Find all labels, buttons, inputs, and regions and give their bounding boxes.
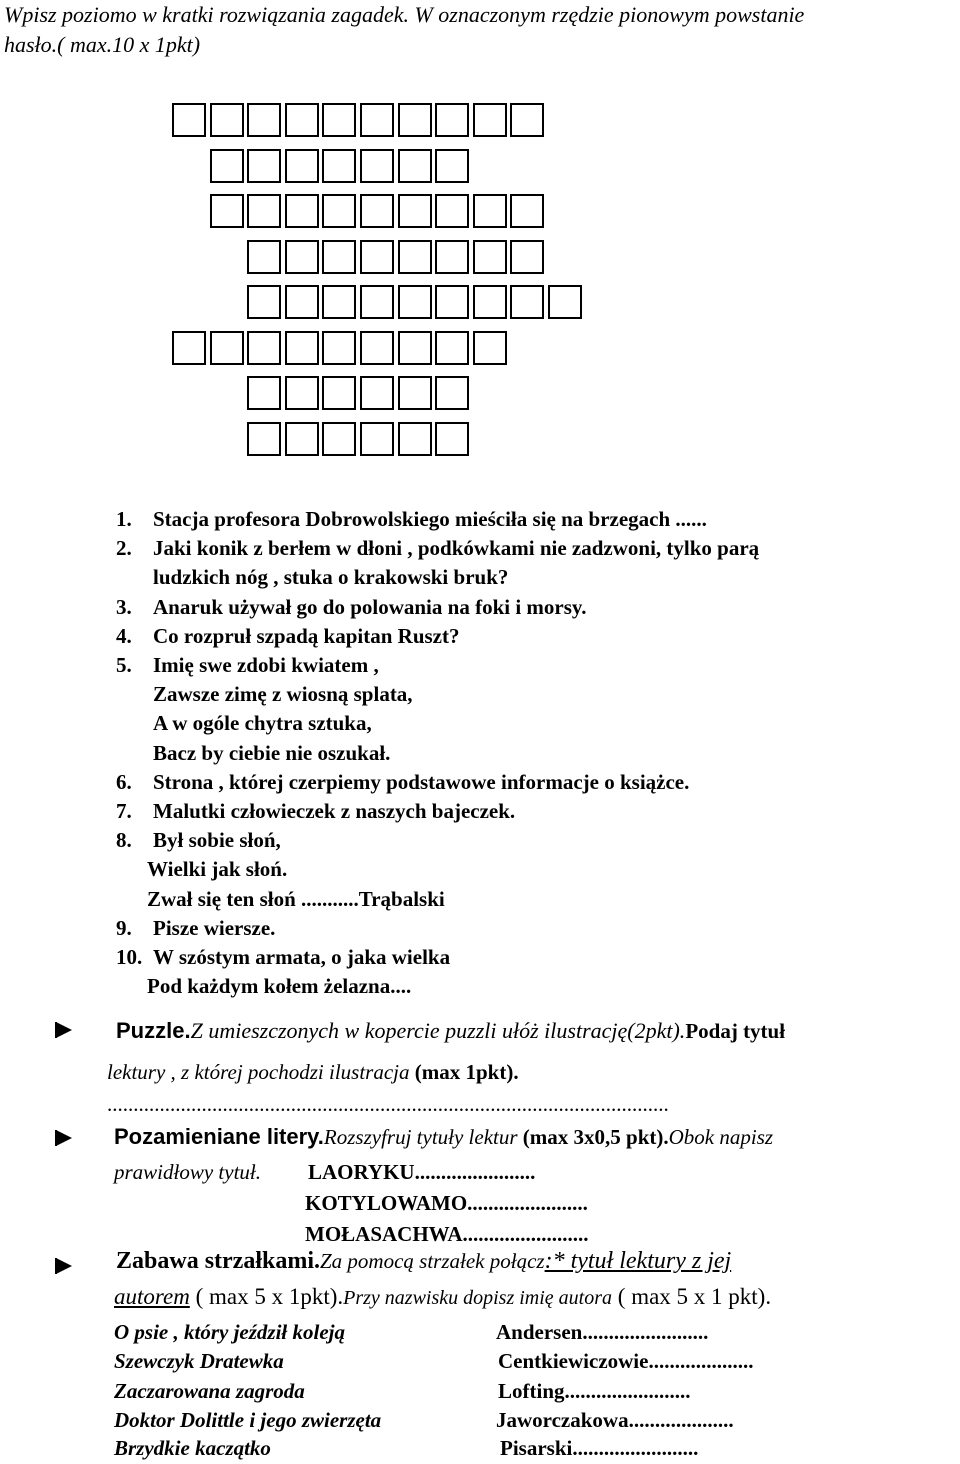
clue-text: Zwał się ten słoń ...........Trąbalski	[147, 886, 445, 911]
arrows-instruction-2: :* tytuł lektury z jej	[544, 1248, 732, 1274]
arrows-points-2: ( max 5 x 1 pkt).	[612, 1284, 772, 1309]
arrows-instruction-3: autorem	[114, 1284, 190, 1309]
crossword-cell[interactable]	[247, 285, 281, 319]
clue-line	[116, 563, 936, 592]
clue-line	[116, 534, 936, 563]
crossword-cell[interactable]	[210, 194, 244, 228]
crossword-cell[interactable]	[510, 285, 544, 319]
crossword-cell[interactable]	[285, 149, 319, 183]
clue-number: 5.	[116, 653, 132, 678]
clue-text: Bacz by ciebie nie oszukał.	[153, 740, 391, 765]
crossword-cell[interactable]	[285, 103, 319, 137]
instructions-line-1: Wpisz poziomo w kratki rozwiązania zagadek. W oznaczonym rzędzie pionowym powstanie	[4, 2, 805, 27]
crossword-cell[interactable]	[473, 285, 507, 319]
clue-line	[116, 972, 936, 1001]
crossword-cell[interactable]	[398, 422, 432, 456]
clue-line	[116, 709, 936, 738]
author-name: Centkiewiczowie....................	[498, 1349, 754, 1373]
clue-line	[116, 797, 936, 826]
crossword-cell[interactable]	[360, 422, 394, 456]
book-title: Zaczarowana zagroda	[114, 1379, 305, 1403]
crossword-cell[interactable]	[435, 149, 469, 183]
crossword-cell[interactable]	[285, 285, 319, 319]
crossword-cell[interactable]	[435, 285, 469, 319]
crossword-cell[interactable]	[360, 331, 394, 365]
crossword-cell[interactable]	[435, 194, 469, 228]
clue-number: 3.	[116, 594, 132, 619]
crossword-cell[interactable]	[285, 240, 319, 274]
crossword-cell[interactable]	[398, 194, 432, 228]
clue-line	[116, 505, 936, 534]
clue-line	[116, 593, 936, 622]
clue-line	[116, 651, 936, 680]
clue-line	[116, 914, 936, 943]
clue-line	[116, 826, 936, 855]
clue-number: 9.	[116, 915, 132, 940]
crossword-cell[interactable]	[210, 331, 244, 365]
puzzle-title: Puzzle.	[116, 1018, 191, 1043]
crossword-cell[interactable]	[172, 103, 206, 137]
clue-number: 7.	[116, 799, 132, 824]
author-name: Lofting........................	[498, 1379, 691, 1403]
puzzle-instruction: Z umieszczonych w kopercie puzzli ułóż ilustrację(2pkt).	[190, 1018, 686, 1043]
crossword-cell[interactable]	[210, 149, 244, 183]
clue-text: W szóstym armata, o jaka wielka	[153, 945, 451, 970]
crossword-cell[interactable]	[473, 331, 507, 365]
book-title: Szewczyk Dratewka	[114, 1349, 284, 1373]
crossword-cell[interactable]	[398, 240, 432, 274]
crossword-cell[interactable]	[398, 331, 432, 365]
puzzle-points: (max 1pkt).	[414, 1060, 519, 1084]
crossword-cell[interactable]	[473, 240, 507, 274]
arrows-instruction: Za pomocą strzałek połącz	[320, 1249, 545, 1273]
clue-line	[116, 768, 936, 797]
crossword-cell[interactable]	[473, 103, 507, 137]
crossword-cell[interactable]	[247, 194, 281, 228]
crossword-cell[interactable]	[398, 285, 432, 319]
crossword-cell[interactable]	[398, 376, 432, 410]
crossword-cell[interactable]	[548, 285, 582, 319]
clue-text: Strona , której czerpiemy podstawowe informacje o książce.	[153, 769, 690, 794]
crossword-cell[interactable]	[247, 422, 281, 456]
clue-number: 4.	[116, 623, 132, 648]
crossword-cell[interactable]	[322, 285, 356, 319]
crossword-cell[interactable]	[435, 103, 469, 137]
pointer-arrow-icon	[56, 1258, 72, 1274]
crossword-cell[interactable]	[435, 376, 469, 410]
crossword-cell[interactable]	[322, 331, 356, 365]
author-name: Jaworczakowa....................	[496, 1408, 734, 1432]
clue-text: Malutki człowieczek z naszych bajeczek.	[153, 799, 516, 824]
puzzle-answer-line: ...........................................................................................................	[107, 1092, 669, 1116]
clue-line	[116, 739, 936, 768]
crossword-cell[interactable]	[322, 240, 356, 274]
clue-text: Pisze wiersze.	[153, 915, 276, 940]
clue-list	[116, 505, 936, 1001]
clue-number: 8.	[116, 828, 132, 853]
clue-text: Wielki jak słoń.	[147, 857, 288, 882]
clue-text: ludzkich nóg , stuka o krakowski bruk?	[153, 565, 509, 590]
crossword-cell[interactable]	[360, 149, 394, 183]
crossword-cell[interactable]	[322, 422, 356, 456]
instructions	[4, 0, 954, 60]
crossword-cell[interactable]	[435, 422, 469, 456]
clue-text: A w ogóle chytra sztuka,	[153, 711, 372, 736]
clue-text: Pod każdym kołem żelazna....	[147, 974, 412, 999]
author-name: Andersen........................	[496, 1320, 709, 1344]
crossword-cell[interactable]	[435, 240, 469, 274]
clue-text: Co rozpruł szpadą kapitan Ruszt?	[153, 623, 460, 648]
crossword-grid	[0, 0, 960, 500]
arrows-instruction-4: Przy nazwisku dopisz imię autora	[343, 1287, 613, 1309]
letters-title: Pozamieniane litery.	[114, 1124, 324, 1149]
crossword-cell[interactable]	[210, 103, 244, 137]
crossword-cell[interactable]	[285, 422, 319, 456]
crossword-cell[interactable]	[285, 331, 319, 365]
crossword-cell[interactable]	[510, 194, 544, 228]
scrambled-title-1: LAORYKU.......................	[308, 1160, 536, 1184]
clue-text: Anaruk używał go do polowania na foki i morsy.	[153, 594, 587, 619]
crossword-cell[interactable]	[510, 103, 544, 137]
clue-text: Zawsze zimę z wiosną splata,	[153, 682, 413, 707]
crossword-cell[interactable]	[398, 149, 432, 183]
clue-text: Jaki konik z berłem w dłoni , podkówkami nie zadzwoni, tylko parą	[153, 536, 760, 561]
crossword-cell[interactable]	[360, 240, 394, 274]
book-title: Brzydkie kaczątko	[114, 1436, 271, 1460]
crossword-cell[interactable]	[360, 285, 394, 319]
letters-instruction-3: prawidłowy tytuł.	[114, 1160, 261, 1184]
instructions-line-2: hasło.( max.10 x 1pkt)	[4, 32, 201, 57]
clue-text: Imię swe zdobi kwiatem ,	[153, 653, 379, 678]
crossword-cell[interactable]	[247, 331, 281, 365]
crossword-cell[interactable]	[322, 194, 356, 228]
crossword-cell[interactable]	[322, 149, 356, 183]
crossword-cell[interactable]	[285, 194, 319, 228]
crossword-cell[interactable]	[322, 103, 356, 137]
crossword-cell[interactable]	[322, 376, 356, 410]
crossword-cell[interactable]	[473, 194, 507, 228]
crossword-cell[interactable]	[247, 149, 281, 183]
crossword-cell[interactable]	[247, 376, 281, 410]
book-title: O psie , który jeździł koleją	[114, 1320, 345, 1344]
clue-text: Stacja profesora Dobrowolskiego mieściła się na brzegach ......	[153, 507, 707, 531]
crossword-cell[interactable]	[360, 376, 394, 410]
clue-number: 1.	[116, 507, 132, 531]
clue-number: 6.	[116, 769, 132, 794]
crossword-cell[interactable]	[247, 240, 281, 274]
author-name: Pisarski........................	[500, 1436, 699, 1460]
clue-text: Był sobie słoń,	[153, 828, 281, 853]
crossword-cell[interactable]	[510, 240, 544, 274]
puzzle-instruction-2: lektury , z której pochodzi ilustracja	[107, 1060, 410, 1084]
clue-line	[116, 680, 936, 709]
puzzle-title-2: Podaj tytuł	[685, 1019, 786, 1043]
letters-points: (max 3x0,5 pkt).	[522, 1125, 669, 1149]
crossword-cell[interactable]	[172, 331, 206, 365]
crossword-cell[interactable]	[247, 103, 281, 137]
crossword-cell[interactable]	[360, 194, 394, 228]
clue-line	[116, 855, 936, 884]
clue-number: 10.	[116, 945, 143, 970]
clue-number: 2.	[116, 536, 132, 561]
crossword-cell[interactable]	[360, 103, 394, 137]
book-title: Doktor Dolittle i jego zwierzęta	[114, 1408, 382, 1432]
clue-line	[116, 622, 936, 651]
crossword-cell[interactable]	[285, 376, 319, 410]
letters-instruction-2: Obok napisz	[668, 1125, 774, 1149]
clue-line	[116, 943, 936, 972]
scrambled-title-3: MOŁASACHWA........................	[305, 1222, 589, 1246]
crossword-cell[interactable]	[398, 103, 432, 137]
crossword-cell[interactable]	[435, 331, 469, 365]
pointer-arrow-icon	[56, 1130, 72, 1146]
arrows-points-1: ( max 5 x 1pkt).	[189, 1284, 344, 1309]
letters-instruction: Rozszyfruj tytuły lektur	[323, 1125, 518, 1149]
pointer-arrow-icon	[56, 1022, 72, 1038]
clue-line	[116, 885, 936, 914]
arrows-title: Zabawa strzałkami.	[116, 1248, 320, 1274]
scrambled-title-2: KOTYLOWAMO.......................	[305, 1191, 588, 1215]
